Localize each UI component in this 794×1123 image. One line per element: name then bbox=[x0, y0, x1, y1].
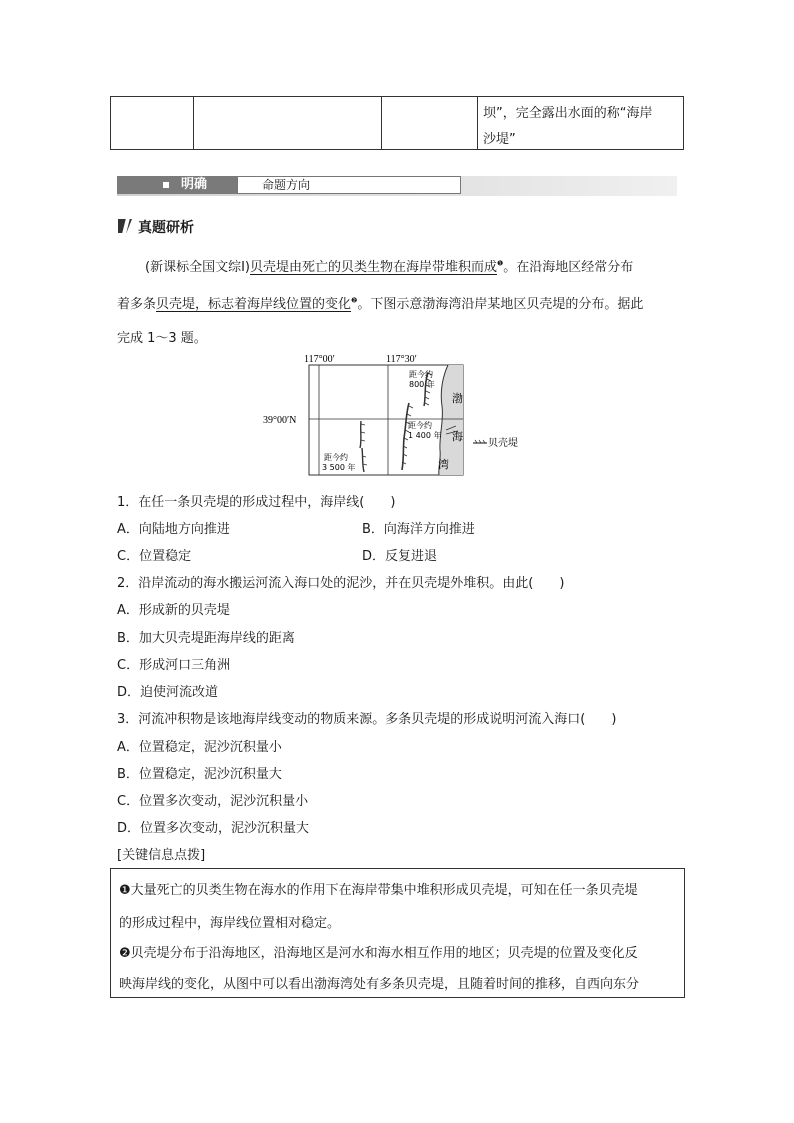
key-info-line: ❷贝壳堤分布于沿海地区，沿海地区是河水和海水相互作用的地区；贝壳堤的位置及变化反 bbox=[119, 946, 638, 961]
key-info-line: 的形成过程中，海岸线位置相对稳定。 bbox=[119, 916, 341, 931]
question-2-stem: 2．沿岸流动的海水搬运河流入海口处的泥沙，并在贝壳堤外堆积。由此( ) bbox=[117, 576, 565, 591]
section-banner bbox=[117, 176, 677, 196]
question-3-option-c: C．位置多次变动，泥沙沉积量小 bbox=[117, 794, 309, 809]
label-lon-117-00: 117°00′ bbox=[304, 354, 335, 365]
question-3-option-b: B．位置稳定，泥沙沉积量大 bbox=[117, 767, 282, 782]
key-info-line: ❶大量死亡的贝类生物在海水的作用下在海岸带集中堆积形成贝壳堤，可知在任一条贝壳堤 bbox=[119, 883, 638, 898]
note-marker-2: ❷ bbox=[351, 296, 358, 305]
question-3-stem: 3．河流冲积物是该地海岸线变动的物质来源。多条贝壳堤的形成说明河流入海口( ) bbox=[117, 712, 617, 727]
table-column-divider bbox=[193, 97, 194, 149]
shell-ridge-map bbox=[256, 348, 546, 478]
label-age-800-a: 距今约 bbox=[409, 370, 433, 379]
banner-dark-tab bbox=[117, 176, 237, 194]
banner-dark-label: 明确 bbox=[181, 177, 208, 192]
square-bullet-icon bbox=[163, 182, 169, 188]
label-lon-117-30: 117°30′ bbox=[386, 354, 417, 365]
table-cell-line: 沙堤” bbox=[483, 132, 516, 147]
intro-text: 。在沿海地区经常分布 bbox=[503, 260, 634, 275]
question-2-option-a: A．形成新的贝壳堤 bbox=[117, 603, 230, 618]
question-2-option-b: B．加大贝壳堤距海岸线的距离 bbox=[117, 631, 295, 646]
legend-label: 贝壳堤 bbox=[488, 438, 518, 449]
table-cell-line: 坝”，完全露出水面的称“海岸 bbox=[483, 106, 653, 121]
note-marker-1: ❶ bbox=[497, 259, 504, 268]
question-2-option-c: C．形成河口三角洲 bbox=[117, 658, 231, 673]
table-column-divider bbox=[477, 97, 478, 149]
key-info-line: 映海岸线的变化，从图中可以看出渤海湾处有多条贝壳堤，且随着时间的推移，自西向东分 bbox=[119, 977, 640, 992]
banner-light-tab bbox=[237, 176, 461, 194]
question-1-option-b: B．向海洋方向推进 bbox=[362, 522, 475, 537]
table-cell-text bbox=[483, 101, 673, 153]
label-age-1400-a: 距今约 bbox=[408, 421, 432, 430]
question-2-option-d: D．迫使河流改道 bbox=[117, 685, 219, 700]
label-age-3500-a: 距今约 bbox=[324, 453, 348, 462]
label-age-1400-b: 1 400 年 bbox=[408, 431, 442, 440]
intro-source: (新课标全国文综Ⅰ) bbox=[145, 260, 250, 275]
intro-key-phrase-2: 贝壳堤，标志着海岸线位置的变化 bbox=[156, 297, 352, 312]
intro-line-1 bbox=[145, 256, 633, 275]
label-age-800-b: 800 年 bbox=[409, 380, 435, 389]
intro-text: 着多条 bbox=[117, 297, 157, 312]
intro-key-phrase-1: 贝壳堤由死亡的贝类生物在海岸带堆积而成 bbox=[249, 260, 497, 275]
label-sea-3: 湾 bbox=[438, 458, 449, 471]
intro-text: 。下图示意渤海湾沿岸某地区贝壳堤的分布。据此 bbox=[357, 297, 644, 312]
question-1-stem: 1．在任一条贝壳堤的形成过程中，海岸线( ) bbox=[117, 495, 396, 510]
heading-text: 真题研析 bbox=[138, 220, 194, 236]
content-table bbox=[110, 96, 684, 150]
label-age-3500-b: 3 500 年 bbox=[322, 463, 356, 472]
label-sea-2: 海 bbox=[452, 430, 463, 443]
question-3-option-a: A．位置稳定，泥沙沉积量小 bbox=[117, 740, 282, 755]
question-3-option-d: D．位置多次变动，泥沙沉积量大 bbox=[117, 821, 310, 836]
key-info-box bbox=[110, 868, 685, 998]
question-1-option-d: D．反复进退 bbox=[362, 549, 438, 564]
map-svg bbox=[256, 348, 546, 478]
label-lat-39-00: 39°00′N bbox=[263, 415, 297, 426]
question-1-option-a: A．向陆地方向推进 bbox=[117, 522, 230, 537]
banner-light-label: 命题方向 bbox=[262, 178, 311, 192]
intro-line-2 bbox=[117, 293, 643, 312]
key-info-title: [关键信息点拨] bbox=[117, 848, 206, 863]
intro-line-3: 完成 1～3 题。 bbox=[117, 331, 207, 346]
table-column-divider bbox=[381, 97, 382, 149]
question-1-option-c: C．位置稳定 bbox=[117, 549, 192, 564]
label-sea-1: 渤 bbox=[452, 392, 463, 405]
